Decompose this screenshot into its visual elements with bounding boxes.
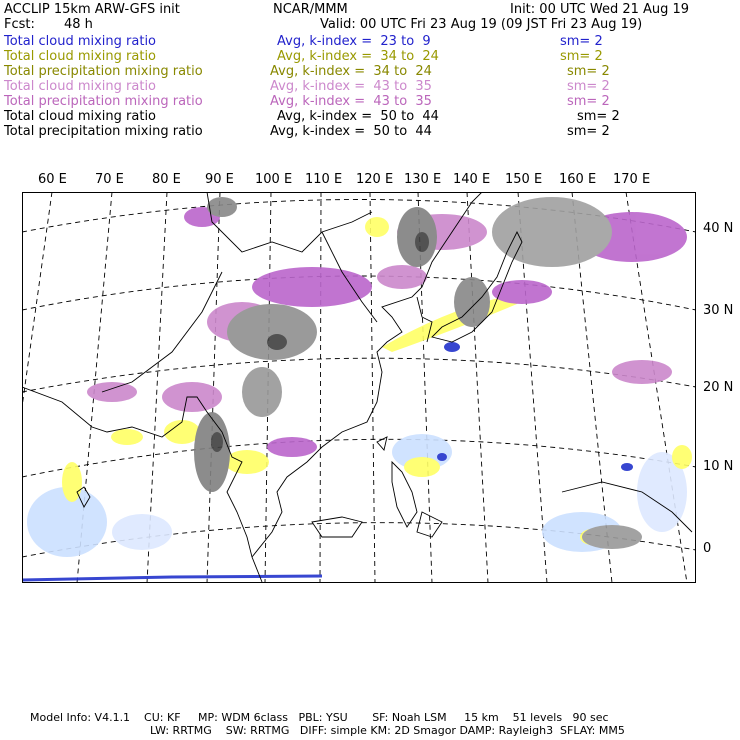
valid-time: Valid: 00 UTC Fri 23 Aug 19 (09 JST Fri 23 Aug 19): [320, 17, 643, 32]
lon-label: 130 E: [404, 172, 442, 187]
legend-avg: Avg, k-index = 23 to 9: [277, 34, 431, 49]
legend-avg: Avg, k-index = 34 to 24: [270, 64, 432, 79]
legend-sm: sm= 2: [567, 124, 610, 139]
legend-avg: Avg, k-index = 43 to 35: [270, 94, 432, 109]
lon-label: 120 E: [356, 172, 394, 187]
lon-label: 160 E: [559, 172, 597, 187]
lon-label: 110 E: [305, 172, 343, 187]
legend-sm: sm= 2: [567, 64, 610, 79]
lon-label: 80 E: [152, 172, 181, 187]
lat-label: 30 N: [703, 303, 734, 318]
model-title: ACCLIP 15km ARW-GFS init: [4, 2, 180, 17]
legend-field: Total cloud mixing ratio: [4, 79, 157, 94]
fcst-label: Fcst:: [4, 17, 35, 32]
legend-sm: sm= 2: [577, 109, 620, 124]
lon-label: 60 E: [38, 172, 67, 187]
legend-sm: sm= 2: [567, 94, 610, 109]
legend-sm: sm= 2: [560, 49, 603, 64]
legend-field: Total precipitation mixing ratio: [4, 64, 203, 79]
legend-avg: Avg, k-index = 34 to 24: [277, 49, 439, 64]
lat-label: 20 N: [703, 380, 734, 395]
legend-field: Total precipitation mixing ratio: [4, 124, 203, 139]
lat-label: 40 N: [703, 221, 734, 236]
lon-label: 150 E: [505, 172, 543, 187]
init-time: Init: 00 UTC Wed 21 Aug 19: [510, 2, 690, 17]
lon-label: 170 E: [613, 172, 651, 187]
org-label: NCAR/MMM: [273, 2, 348, 17]
lon-label: 90 E: [205, 172, 234, 187]
lat-label: 10 N: [703, 459, 734, 474]
legend-field: Total cloud mixing ratio: [4, 49, 157, 64]
legend-avg: Avg, k-index = 50 to 44: [270, 124, 432, 139]
legend-field: Total cloud mixing ratio: [4, 109, 157, 124]
legend-sm: sm= 2: [560, 34, 603, 49]
fcst-value: 48 h: [64, 17, 93, 32]
model-physics: LW: RRTMG SW: RRTMG DIFF: simple KM: 2D Smagor DAMP: Rayleigh3 SFLAY: MM5: [150, 724, 625, 737]
legend-avg: Avg, k-index = 50 to 44: [277, 109, 439, 124]
legend-field: Total cloud mixing ratio: [4, 34, 157, 49]
lat-label: 0: [703, 541, 712, 556]
legend-sm: sm= 2: [567, 79, 610, 94]
lon-label: 70 E: [95, 172, 124, 187]
map-panel: [22, 192, 696, 583]
lon-label: 140 E: [453, 172, 491, 187]
model-info: Model Info: V4.1.1 CU: KF MP: WDM 6class PBL: YSU SF: Noah LSM 15 km 51 levels 90 sec: [30, 711, 609, 724]
legend-field: Total precipitation mixing ratio: [4, 94, 203, 109]
lon-label: 100 E: [255, 172, 293, 187]
legend-avg: Avg, k-index = 43 to 35: [270, 79, 432, 94]
